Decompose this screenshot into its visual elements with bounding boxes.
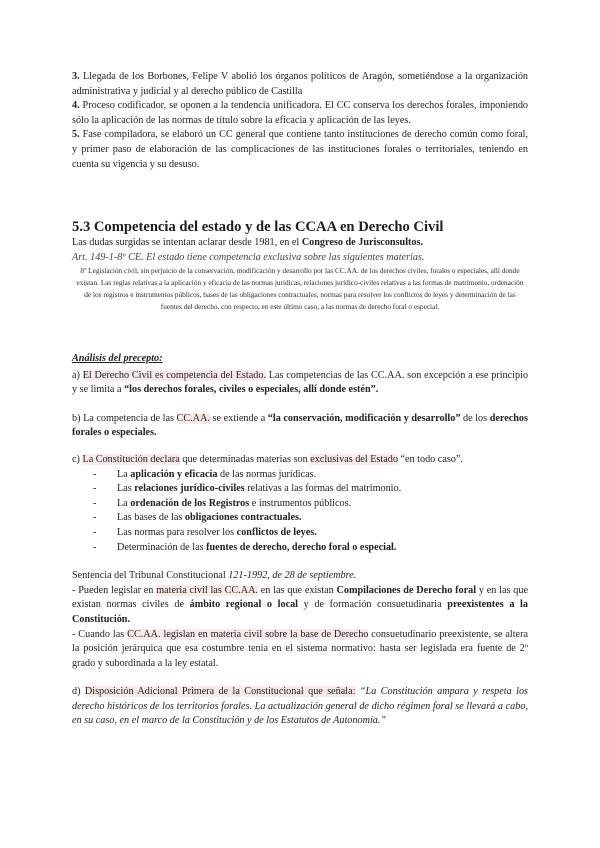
point-text: “en todo caso”. [397,453,463,465]
quote: “La Constitución ampara y respeta los derecho históricos de los territorios forales. La actualización general de dicho régimen foral se llevará a cabo, en su caso, en el marco de la Constitución y de los Estatutos de Autonomía.” [72,686,528,727]
item-number: 4. [72,100,80,112]
item-number: 5. [72,129,80,141]
point-d [72,685,528,729]
text: y en las que existan normas civiles de [72,584,528,611]
item-pre: Determinación de las [117,541,207,553]
intro-text: Las dudas surgidas se intentan aclarar desde 1981, en el [72,237,302,248]
bold: preexistentes a la Constitución. [72,599,528,625]
sentence-prefix: Sentencia del Tribunal Constitucional [72,570,229,582]
text: - Cuando las [72,628,128,640]
intro-item-5 [72,128,528,172]
point-prefix: c) [72,453,83,465]
highlight: La Constitución declara [82,453,180,465]
item-bold: relaciones jurídico-civiles [134,483,245,495]
highlight: El Derecho Civil es competencia del Estado. [82,369,266,381]
item-text: Proceso codificador, se oponen a la tendencia unificadora. El CC conserva los derechos forales, imponiendo sólo la aplicación de las normas de título sobre la eficacia y aplicación de las leyes. [72,100,529,126]
highlight: materia civil las CC.AA. [156,584,258,596]
intro-bold: Congreso de Jurisconsultos. [301,237,424,248]
point-b [72,412,528,441]
point-text: de los [460,412,490,424]
list-item [93,468,528,483]
item-pre: La [117,497,131,509]
bold: Compilaciones de Derecho foral [336,584,477,596]
list-item [93,497,528,512]
item-bold: fuentes de derecho, derecho foral o especial. [206,541,397,553]
sentence-ref [72,569,528,584]
highlight: Disposición Adicional Primera de la Constitucional que señala: [84,686,356,698]
highlight: CC.AA. [176,412,210,424]
item-number: 3. [72,71,80,82]
item-pre: Las normas para resolver los [117,526,237,538]
item-bold: obligaciones contractuales. [184,512,302,524]
section-5-3 [72,218,528,313]
section-intro [72,236,528,251]
point-prefix: b) La competencia de las [72,412,177,424]
item-bold: ordenación de los Registros [130,497,250,509]
item-pre: Las bases de las [117,512,185,524]
intro-list [72,70,528,172]
point-bold: “la conservación, modificación y desarrollo” [267,412,461,424]
analysis-heading: Análisis del precepto: [72,353,163,364]
text: - Pueden legislar en [72,584,157,596]
intro-item-4 [72,99,528,128]
sentence-point-1 [72,584,528,628]
point-text: que determinadas materias son [179,453,311,465]
point-prefix: a) [72,369,83,381]
intro-item-3 [72,70,528,99]
point-bold: “los derechos forales, civiles o especiales, allí donde estén”. [124,384,379,396]
article-reference: Art. 149-1-8º CE. El estado tiene competencia exclusiva sobre las siguientes materias. [72,251,425,263]
item-bold: aplicación y eficacia [130,468,218,480]
list-item [93,511,528,526]
exclusive-matters-list [72,468,528,556]
item-text: Fase compiladora, se elaboró un CC general que contiene tanto instituciones de derecho común como foral, y primer paso de elaboración de las complicaciones de las instituciones forales o territoriales, teniendo en cuenta su vigencia y su desuso. [72,129,528,170]
point-text: Las competencias de las CC.AA. son excepción a ese principio y se limita a [72,369,529,396]
point-prefix: d) [72,686,85,698]
point-c [72,453,528,468]
item-text: Llegada de los Borbones, Felipe V abolió los órganos políticos de Aragón, sometiéndose a la organización administrativa y judicial y al derecho público de Castilla [72,71,529,97]
item-post: de las normas jurídicas. [217,468,317,480]
analysis [72,352,528,729]
text: y de formación consuetudinaria [298,599,448,611]
point-a [72,369,528,398]
highlight: exclusivas del Estado [310,453,398,465]
highlight: CC.AA. legislan en materia civil sobre la base de Derecho [127,628,369,640]
sentence-point-2 [72,628,528,672]
item-pre: La [117,468,131,480]
sentence-italic: 121-1992, de 28 de septiembre. [228,570,357,582]
item-bold: conflictos de leyes. [236,526,317,538]
article-text: 8º Legislación civil, sin perjuicio de la conservación, modificación y desarrollo por las CC.AA. de los derechos civiles, forales o especiales, allí donde existan. Las reglas relativas a la aplicación y eficacia de las normas jurídicas, relaciones jurídico-civiles relativas a las formas de matrimonio, ordenación de los registros e instrumentos públicos, bases de las obligaciones contractuales, normas para resolver los conflictos de leyes y determinación de las fuentes del derecho, con respecto, en este último caso, a las normas de derecho foral o especial. [76,266,524,312]
item-post: e instrumentos públicos. [249,497,352,509]
item-post: relativas a las formas del matrimonio. [244,483,402,495]
list-item [93,541,528,556]
text: consuetudinario preexistente, se altera la posición jerárquica que esa costumbre tenía en el sistema normativo: hasta ser legislada era fuente de 2º grado y subordinada a la ley estatal. [72,628,528,669]
point-bold: derechos forales o especiales. [72,412,528,439]
point-text: se extiende a [209,412,268,424]
text: en las que existan [257,584,337,596]
list-item [93,526,528,541]
bold: ámbito regional o local [189,599,299,611]
section-title: 5.3 Competencia del estado y de las CCAA en Derecho Civil [72,219,444,235]
item-pre: Las [117,483,135,495]
list-item [93,482,528,497]
